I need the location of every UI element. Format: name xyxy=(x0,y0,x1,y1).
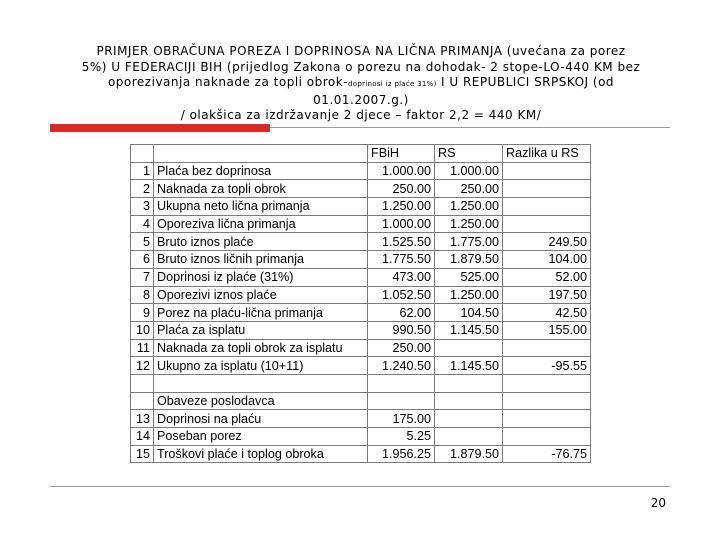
row-label: Plaća za isplatu xyxy=(154,321,368,339)
row-number: 6 xyxy=(131,251,154,269)
cell-fbih: 250.00 xyxy=(368,180,435,198)
cell-diff xyxy=(503,410,591,428)
header-diff: Razlika u RS xyxy=(503,145,591,163)
cell-fbih: 1.525.50 xyxy=(368,233,435,251)
row-number: 8 xyxy=(131,286,154,304)
cell-diff xyxy=(503,374,591,392)
cell-rs: 250.00 xyxy=(435,180,503,198)
table-header-row xyxy=(131,145,591,163)
row-number xyxy=(131,374,154,392)
table-row xyxy=(131,392,591,410)
table-row xyxy=(131,304,591,322)
row-label: Troškovi plaće i toplog obroka xyxy=(154,445,368,463)
table-row xyxy=(131,286,591,304)
row-label: Oporezivi iznos plaće xyxy=(154,286,368,304)
title-line-2: 5%) U FEDERACIJI BIH (prijedlog Zakona o porezu na dohodak- 2 stope-LO-440 KM bez xyxy=(81,59,641,74)
row-number: 2 xyxy=(131,180,154,198)
table-row xyxy=(131,215,591,233)
row-number: 14 xyxy=(131,428,154,446)
row-number: 4 xyxy=(131,215,154,233)
header-cell xyxy=(131,145,154,163)
slide-title xyxy=(50,44,672,124)
title-line-3b: I U REPUBLICI SRPSKOJ (od xyxy=(436,75,615,90)
row-number: 5 xyxy=(131,233,154,251)
cell-rs: 1.000.00 xyxy=(435,162,503,180)
cell-fbih: 1.000.00 xyxy=(368,162,435,180)
cell-diff xyxy=(503,198,591,216)
row-label: Obaveze poslodavca xyxy=(154,392,368,410)
table-row xyxy=(131,268,591,286)
cell-rs xyxy=(435,410,503,428)
cell-rs: 1.145.50 xyxy=(435,357,503,375)
row-label: Bruto iznos plaće xyxy=(154,233,368,251)
cell-diff xyxy=(503,428,591,446)
cell-rs xyxy=(435,374,503,392)
cell-rs: 1.879.50 xyxy=(435,445,503,463)
row-number: 13 xyxy=(131,410,154,428)
cell-fbih: 1.240.50 xyxy=(368,357,435,375)
cell-diff xyxy=(503,180,591,198)
page-number: 20 xyxy=(650,496,666,510)
row-label: Naknada za topli obrok xyxy=(154,180,368,198)
table-row xyxy=(131,357,591,375)
row-label: Naknada za topli obrok za isplatu xyxy=(154,339,368,357)
cell-rs: 1.879.50 xyxy=(435,251,503,269)
title-line-3a: oporezivanja naknade za topli obrok- xyxy=(107,75,349,90)
row-label: Ukupno za isplatu (10+11) xyxy=(154,357,368,375)
cell-fbih: 1.775.50 xyxy=(368,251,435,269)
table-row xyxy=(131,233,591,251)
cell-diff: 52.00 xyxy=(503,268,591,286)
row-number: 3 xyxy=(131,198,154,216)
row-number: 1 xyxy=(131,162,154,180)
title-line-3 xyxy=(50,75,672,93)
header-fbih: FBiH xyxy=(368,145,435,163)
title-line-1: PRIMJER OBRAČUNA POREZA I DOPRINOSA NA LIČNA PRIMANJA (uvećana za porez xyxy=(96,44,626,58)
cell-fbih xyxy=(368,392,435,410)
row-label: Doprinosi iz plaće (31%) xyxy=(154,268,368,286)
cell-fbih: 990.50 xyxy=(368,321,435,339)
header-cell xyxy=(154,145,368,163)
cell-diff: 104.00 xyxy=(503,251,591,269)
cell-fbih: 250.00 xyxy=(368,339,435,357)
cell-fbih xyxy=(368,374,435,392)
payroll-table xyxy=(130,144,591,463)
header-rs: RS xyxy=(435,145,503,163)
row-label: Plaća bez doprinosa xyxy=(154,162,368,180)
cell-diff xyxy=(503,162,591,180)
cell-fbih: 473.00 xyxy=(368,268,435,286)
cell-rs: 1.145.50 xyxy=(435,321,503,339)
cell-fbih: 1.000.00 xyxy=(368,215,435,233)
table-row xyxy=(131,428,591,446)
row-number: 7 xyxy=(131,268,154,286)
cell-rs xyxy=(435,339,503,357)
table-row xyxy=(131,251,591,269)
table-row xyxy=(131,180,591,198)
cell-rs: 1.250.00 xyxy=(435,198,503,216)
cell-rs: 1.775.00 xyxy=(435,233,503,251)
cell-fbih: 62.00 xyxy=(368,304,435,322)
cell-fbih: 1.956.25 xyxy=(368,445,435,463)
row-number: 11 xyxy=(131,339,154,357)
cell-fbih: 1.052.50 xyxy=(368,286,435,304)
row-label: Doprinosi na plaću xyxy=(154,410,368,428)
footer-rule xyxy=(50,486,670,487)
row-number: 10 xyxy=(131,321,154,339)
cell-rs: 104.50 xyxy=(435,304,503,322)
title-line-3-small: doprinosi iz plaće 31%) xyxy=(348,80,437,89)
cell-diff xyxy=(503,392,591,410)
cell-fbih: 175.00 xyxy=(368,410,435,428)
cell-fbih: 1.250.00 xyxy=(368,198,435,216)
cell-diff: -76.75 xyxy=(503,445,591,463)
table-row xyxy=(131,339,591,357)
table-row xyxy=(131,445,591,463)
cell-rs: 1.250.00 xyxy=(435,286,503,304)
row-label: Poseban porez xyxy=(154,428,368,446)
title-line-5: / olakšica za izdržavanje 2 djece – faktor 2,2 = 440 KM/ xyxy=(180,108,542,123)
cell-diff xyxy=(503,215,591,233)
cell-diff xyxy=(503,339,591,357)
header-rule xyxy=(270,127,670,128)
row-label: Porez na plaću-lična primanja xyxy=(154,304,368,322)
cell-rs: 525.00 xyxy=(435,268,503,286)
table-row xyxy=(131,374,591,392)
cell-diff: 249.50 xyxy=(503,233,591,251)
cell-fbih: 5.25 xyxy=(368,428,435,446)
accent-bar xyxy=(50,124,270,132)
cell-diff: 155.00 xyxy=(503,321,591,339)
table-row xyxy=(131,410,591,428)
cell-rs: 1.250.00 xyxy=(435,215,503,233)
row-number: 9 xyxy=(131,304,154,322)
cell-diff: 197.50 xyxy=(503,286,591,304)
cell-rs xyxy=(435,392,503,410)
row-label xyxy=(154,374,368,392)
cell-diff: -95.55 xyxy=(503,357,591,375)
row-label: Ukupna neto lična primanja xyxy=(154,198,368,216)
cell-diff: 42.50 xyxy=(503,304,591,322)
row-number xyxy=(131,392,154,410)
table-row xyxy=(131,198,591,216)
cell-rs xyxy=(435,428,503,446)
row-label: Bruto iznos ličnih primanja xyxy=(154,251,368,269)
table-row xyxy=(131,321,591,339)
table-row xyxy=(131,162,591,180)
row-number: 15 xyxy=(131,445,154,463)
row-label: Oporeziva lična primanja xyxy=(154,215,368,233)
row-number: 12 xyxy=(131,357,154,375)
title-line-4: 01.01.2007.g.) xyxy=(313,92,409,107)
